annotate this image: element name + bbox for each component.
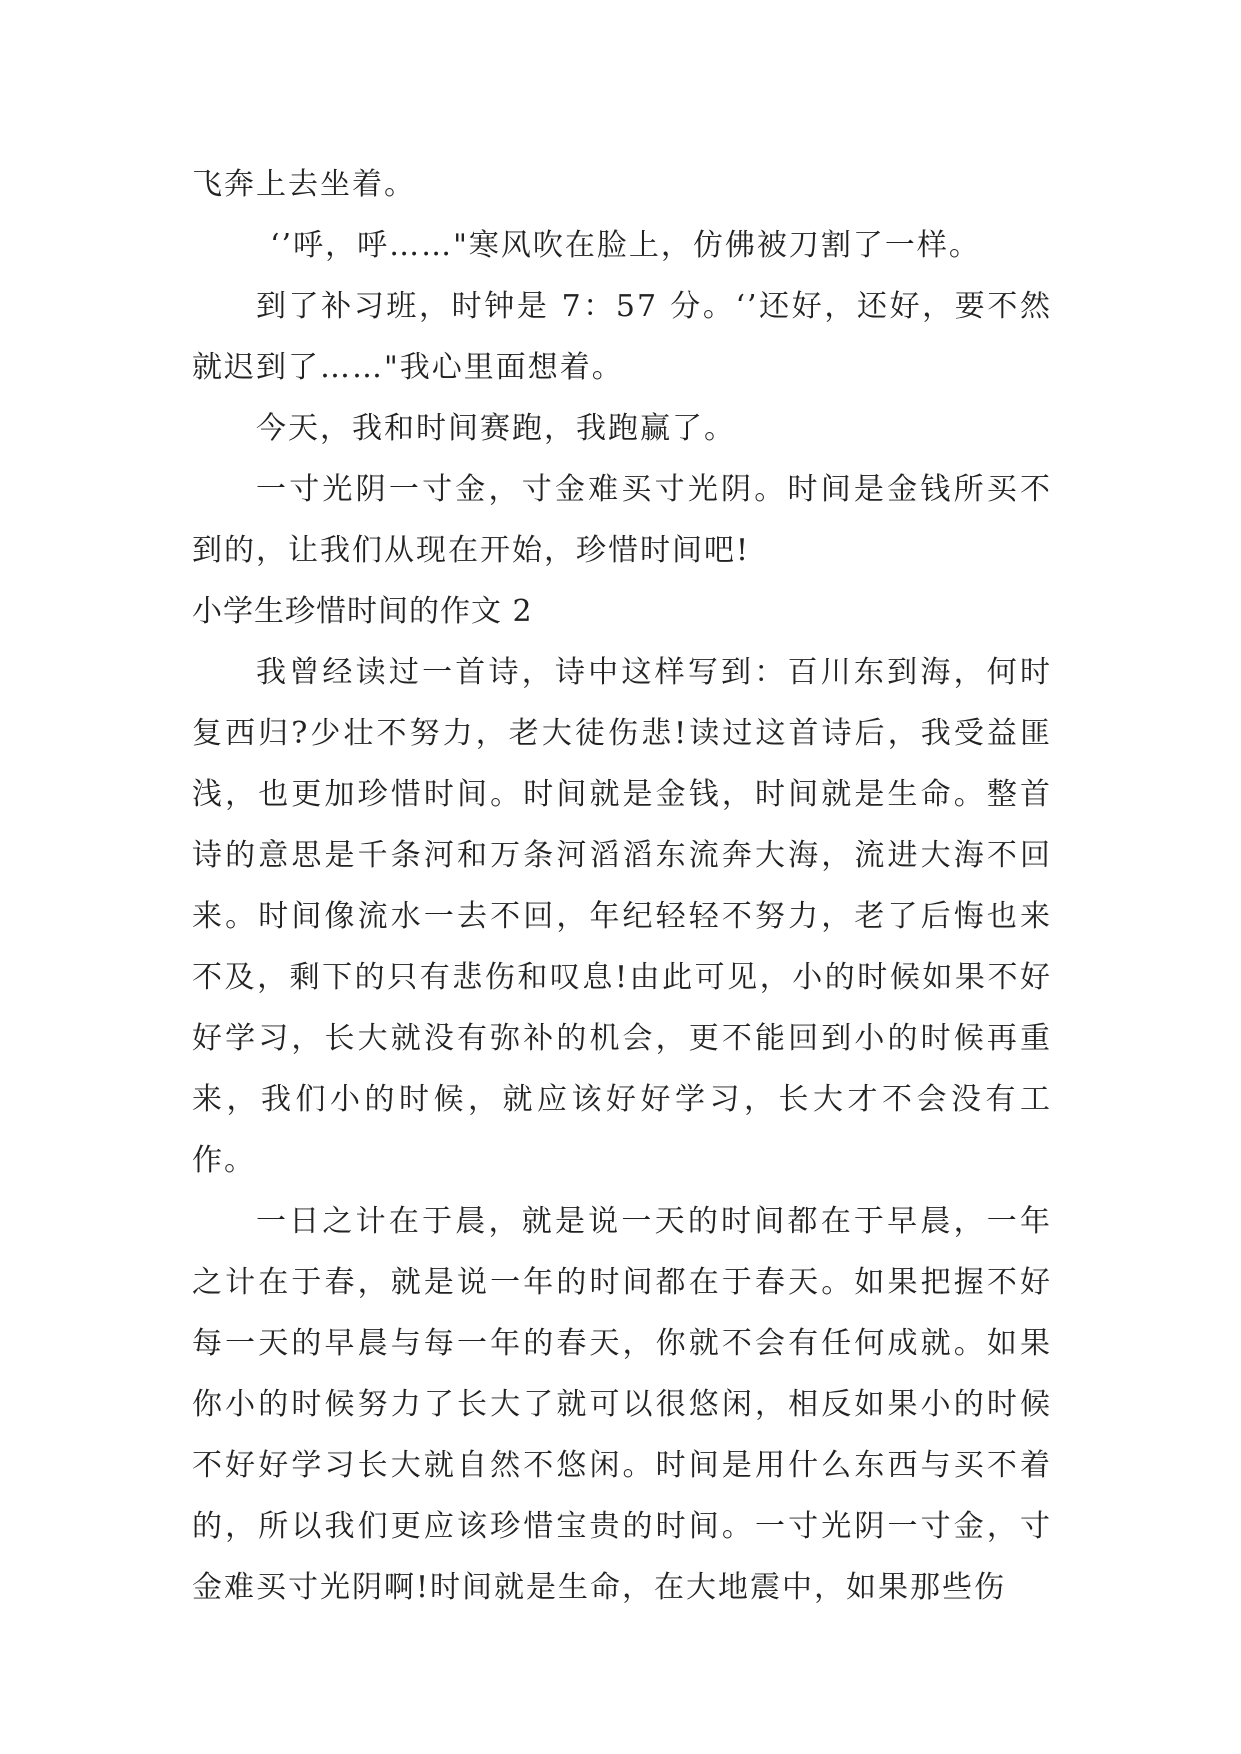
paragraph: 一日之计在于晨，就是说一天的时间都在于早晨，一年之计在于春，就是说一年的时间都在于春天。如果把握不好每一天的早晨与每一年的春天，你就不会有任何成就。如果你小的时候努力了长大了就可以很悠闲，相反如果小的时候不好好学习长大就自然不悠闲。时间是用什么东西与买不着的，所以我们更应该珍惜宝贵的时间。一寸光阴一寸金，寸金难买寸光阴啊!时间就是生命，在大地震中，如果那些伤: [192, 1204, 1052, 1605]
paragraph: 我曾经读过一首诗，诗中这样写到：百川东到海，何时复西归?少壮不努力，老大徒伤悲!读过这首诗后，我受益匪浅，也更加珍惜时间。时间就是金钱，时间就是生命。整首诗的意思是千条河和万条河滔滔东流奔大海，流进大海不回来。时间像流水一去不回，年纪轻轻不努力，老了后悔也来不及，剩下的只有悲伤和叹息!由此可见，小的时候如果不好好学习，长大就没有弥补的机会，更不能回到小的时候再重来，我们小的时候，就应该好好学习，长大才不会没有工作。: [192, 655, 1052, 1178]
paragraph: 一寸光阴一寸金，寸金难买寸光阴。时间是金钱所买不到的，让我们从现在开始，珍惜时间吧!: [192, 472, 1052, 568]
paragraph-continuation: 飞奔上去坐着。: [192, 167, 416, 202]
document-page: [192, 154, 1052, 1618]
section-title: 小学生珍惜时间的作文 2: [192, 594, 533, 629]
paragraph: 到了补习班，时钟是 7：57 分。‘’还好，还好，要不然就迟到了……"我心里面想着。: [192, 289, 1052, 385]
paragraph-quote: ‘’呼，呼……"寒风吹在脸上，仿佛被刀割了一样。: [270, 228, 981, 263]
paragraph: 今天，我和时间赛跑，我跑赢了。: [256, 411, 736, 446]
